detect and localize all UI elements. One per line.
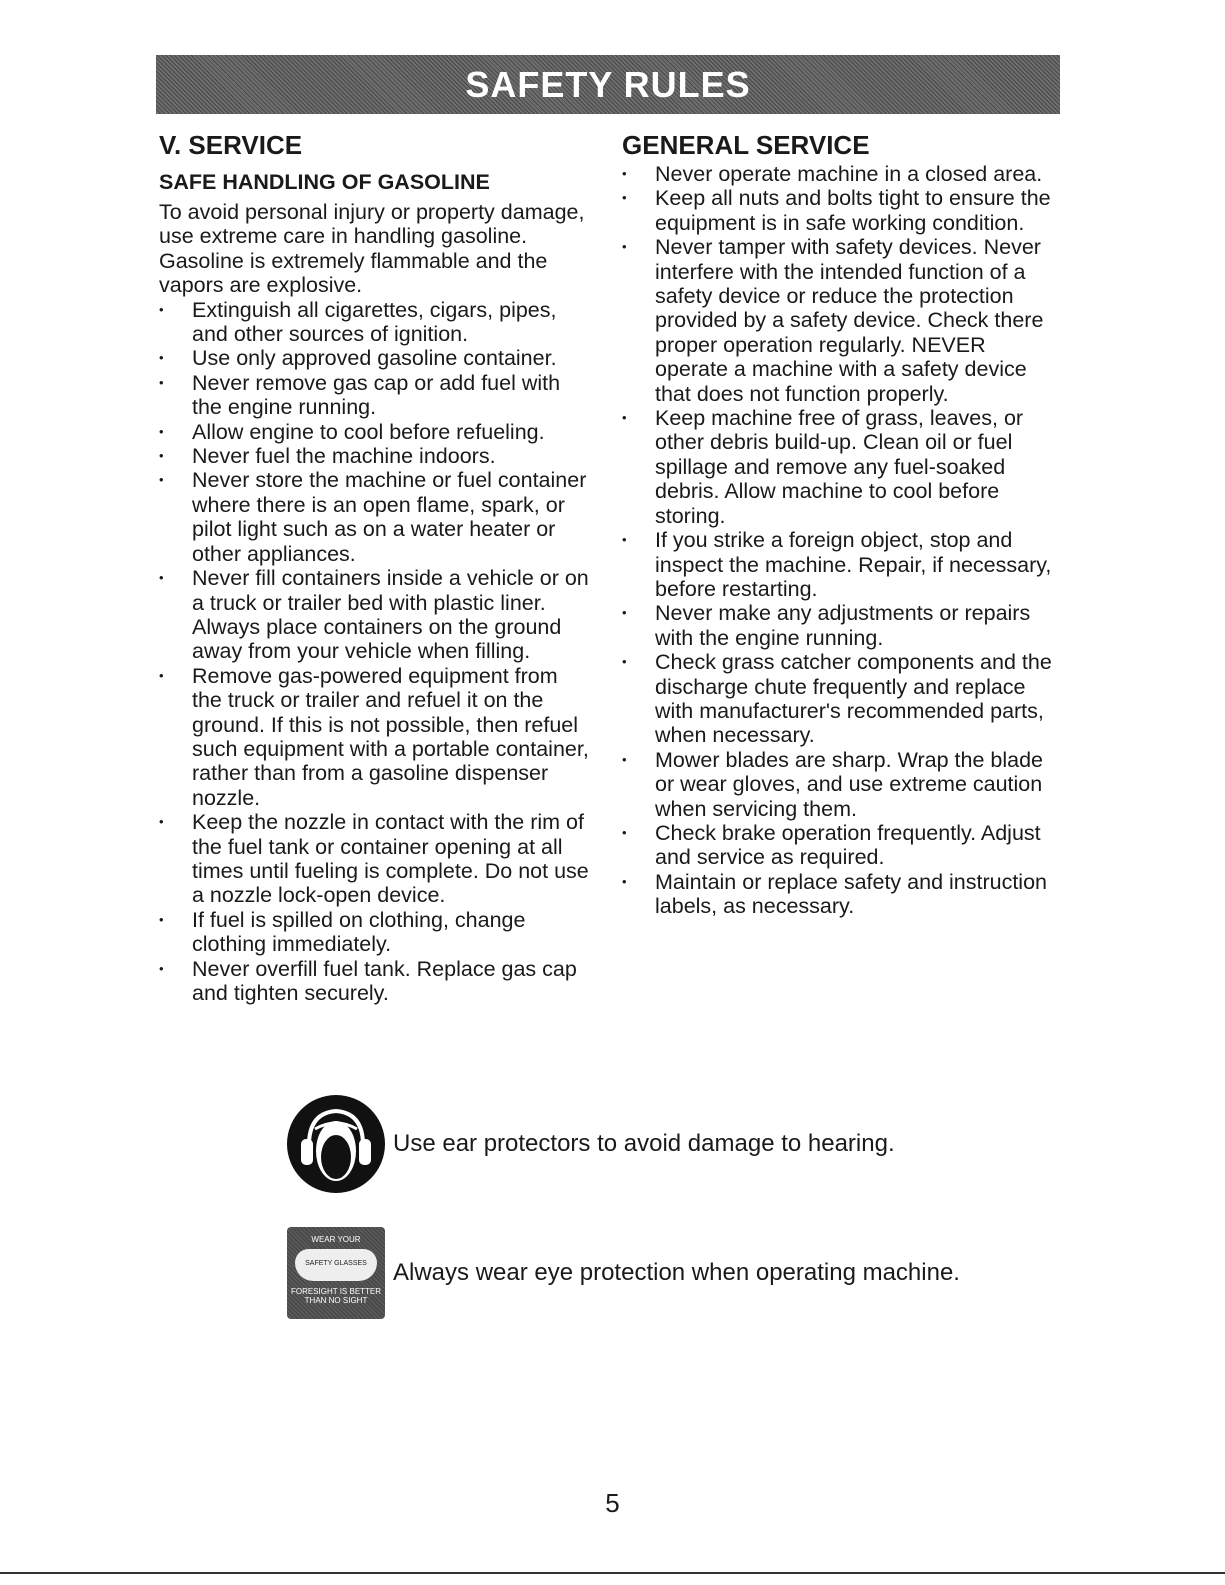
bottom-rule (0, 1572, 1225, 1574)
eye-protection-notice (287, 1227, 960, 1319)
list-item: • Never tamper with safety devices. Never interfere with the intended function of a safety device or reduce the protection provided by a safety device. Check there proper operation regularly. NEVER operate a machine with a safety device that does not function properly. (622, 235, 1060, 406)
list-item: • If you strike a foreign object, stop and inspect the machine. Repair, if necessary, before restarting. (622, 528, 1060, 601)
list-item: • Mower blades are sharp. Wrap the blade or wear gloves, and use extreme caution when servicing them. (622, 748, 1060, 821)
ear-protector-icon (287, 1095, 385, 1193)
section-heading: GENERAL SERVICE (622, 130, 870, 160)
list-item: • Check brake operation frequently. Adjust and service as required. (622, 821, 1060, 870)
page-number: 5 (605, 1488, 620, 1518)
ear-protection-text: Use ear protectors to avoid damage to hearing. (393, 1130, 895, 1157)
gasoline-rules-list (159, 298, 592, 1006)
left-column (159, 128, 592, 1005)
subsection-heading: SAFE HANDLING OF GASOLINE (159, 170, 490, 194)
list-item: • Keep machine free of grass, leaves, or other debris build-up. Clean oil or fuel spillage and remove any fuel-soaked debris. Allow machine to cool before storing. (622, 406, 1060, 528)
list-item: • Extinguish all cigarettes, cigars, pipes, and other sources of ignition. (159, 298, 592, 347)
list-item: • Never remove gas cap or add fuel with the engine running. (159, 371, 592, 420)
list-item: • Never fill containers inside a vehicle or on a truck or trailer bed with plastic liner. Always place containers on the ground away from your vehicle when filling. (159, 566, 592, 664)
page-title: SAFETY RULES (465, 63, 751, 105)
list-item: • Allow engine to cool before refueling. (159, 420, 592, 444)
section-heading: V. SERVICE (159, 130, 303, 160)
list-item: • Check grass catcher components and the discharge chute frequently and replace with manufacturer's recommended parts, when necessary. (622, 650, 1060, 748)
list-item: • Never overfill fuel tank. Replace gas cap and tighten securely. (159, 957, 592, 1006)
sign-top-text: WEAR YOUR (311, 1235, 361, 1244)
list-item: • Keep the nozzle in contact with the rim of the fuel tank or container opening at all times until fueling is complete. Do not use a nozzle lock-open device. (159, 810, 592, 908)
safety-glasses-icon (287, 1227, 385, 1319)
list-item: • Never operate machine in a closed area. (622, 162, 1060, 186)
eye-protection-text: Always wear eye protection when operating machine. (393, 1259, 960, 1286)
list-item: • Remove gas-powered equipment from the truck or trailer and refuel it on the ground. If this is not possible, then refuel such equipment with a portable container, rather than from a gasoline dispenser nozzle. (159, 664, 592, 810)
sign-bottom-text: FORESIGHT IS BETTER THAN NO SIGHT (290, 1287, 382, 1305)
ear-protection-notice (287, 1095, 895, 1193)
general-service-list (622, 162, 1060, 919)
section-banner (156, 55, 1060, 114)
list-item: • Never store the machine or fuel container where there is an open flame, spark, or pilot light such as on a water heater or other appliances. (159, 468, 592, 566)
list-item: • Maintain or replace safety and instruction labels, as necessary. (622, 870, 1060, 919)
intro-paragraph: To avoid personal injury or property damage, use extreme care in handling gasoline. Gasoline is extremely flammable and the vapors are explosive. (159, 200, 585, 298)
list-item: • Never make any adjustments or repairs with the engine running. (622, 601, 1060, 650)
right-column (622, 128, 1060, 919)
list-item: • If fuel is spilled on clothing, change clothing immediately. (159, 908, 592, 957)
list-item: • Keep all nuts and bolts tight to ensure the equipment is in safe working condition. (622, 186, 1060, 235)
list-item: • Use only approved gasoline container. (159, 346, 592, 370)
sign-middle-text: SAFETY GLASSES (305, 1260, 367, 1267)
list-item: • Never fuel the machine indoors. (159, 444, 592, 468)
